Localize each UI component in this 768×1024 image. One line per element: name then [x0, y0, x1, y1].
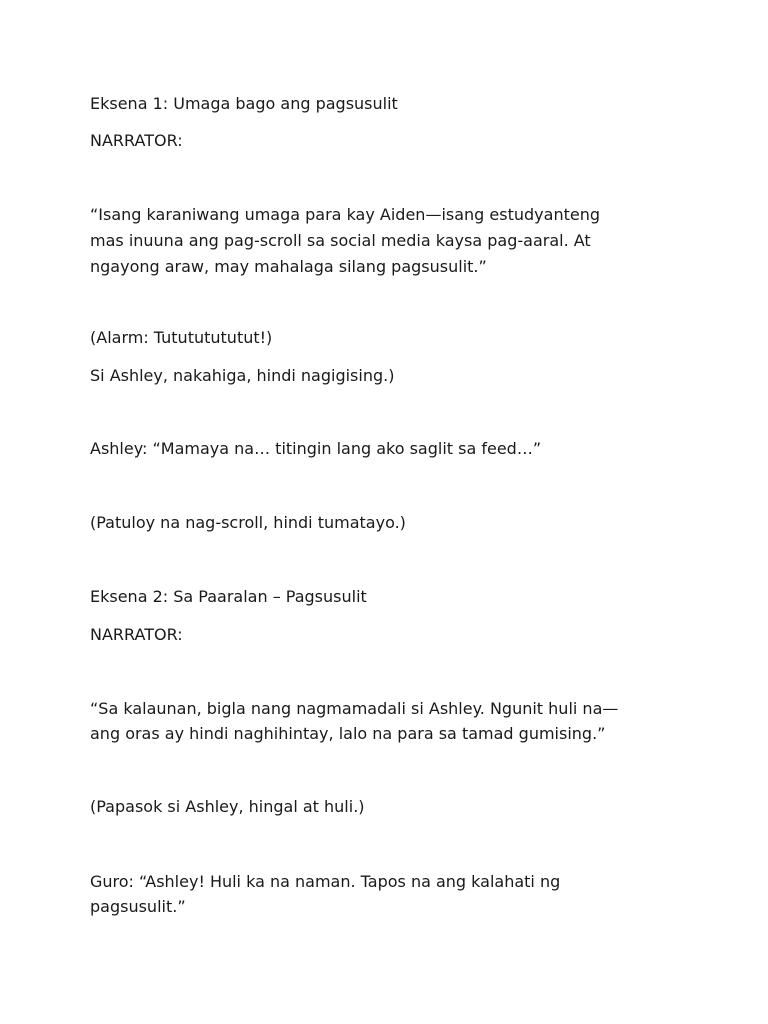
scene-2-stage-direction-1: (Papasok si Ashley, hingal at huli.)	[90, 797, 365, 816]
scene-1-stage-direction-2: (Patuloy na nag-scroll, hindi tumatayo.)	[90, 513, 406, 532]
scene-2-guro-line-2: pagsusulit.”	[90, 897, 186, 916]
scene-1-ashley-line: Ashley: “Mamaya na… titingin lang ako saglit sa feed…”	[90, 439, 542, 458]
scene-2-narration-line-1: “Sa kalaunan, bigla nang nagmamadali si Ashley. Ngunit huli na—	[90, 699, 619, 718]
scene-2-narration-line-2: ang oras ay hindi naghihintay, lalo na para sa tamad gumising.”	[90, 724, 606, 743]
scene-1-alarm: (Alarm: Tutututututut!)	[90, 328, 273, 347]
scene-1-narrator-label: NARRATOR:	[90, 131, 183, 150]
scene-1-narration-line-1: “Isang karaniwang umaga para kay Aiden—isang estudyanteng	[90, 205, 600, 224]
scene-2-guro-line-1: Guro: “Ashley! Huli ka na naman. Tapos na ang kalahati ng	[90, 872, 561, 891]
scene-1-stage-direction-1: Si Ashley, nakahiga, hindi nagigising.)	[90, 366, 395, 385]
scene-1-heading: Eksena 1: Umaga bago ang pagsusulit	[90, 94, 398, 113]
scene-1-narration-line-2: mas inuuna ang pag-scroll sa social media kaysa pag-aaral. At	[90, 231, 591, 250]
scene-2-heading: Eksena 2: Sa Paaralan – Pagsusulit	[90, 587, 367, 606]
scene-1-narration-line-3: ngayong araw, may mahalaga silang pagsusulit.”	[90, 257, 487, 276]
scene-2-narrator-label: NARRATOR:	[90, 625, 183, 644]
